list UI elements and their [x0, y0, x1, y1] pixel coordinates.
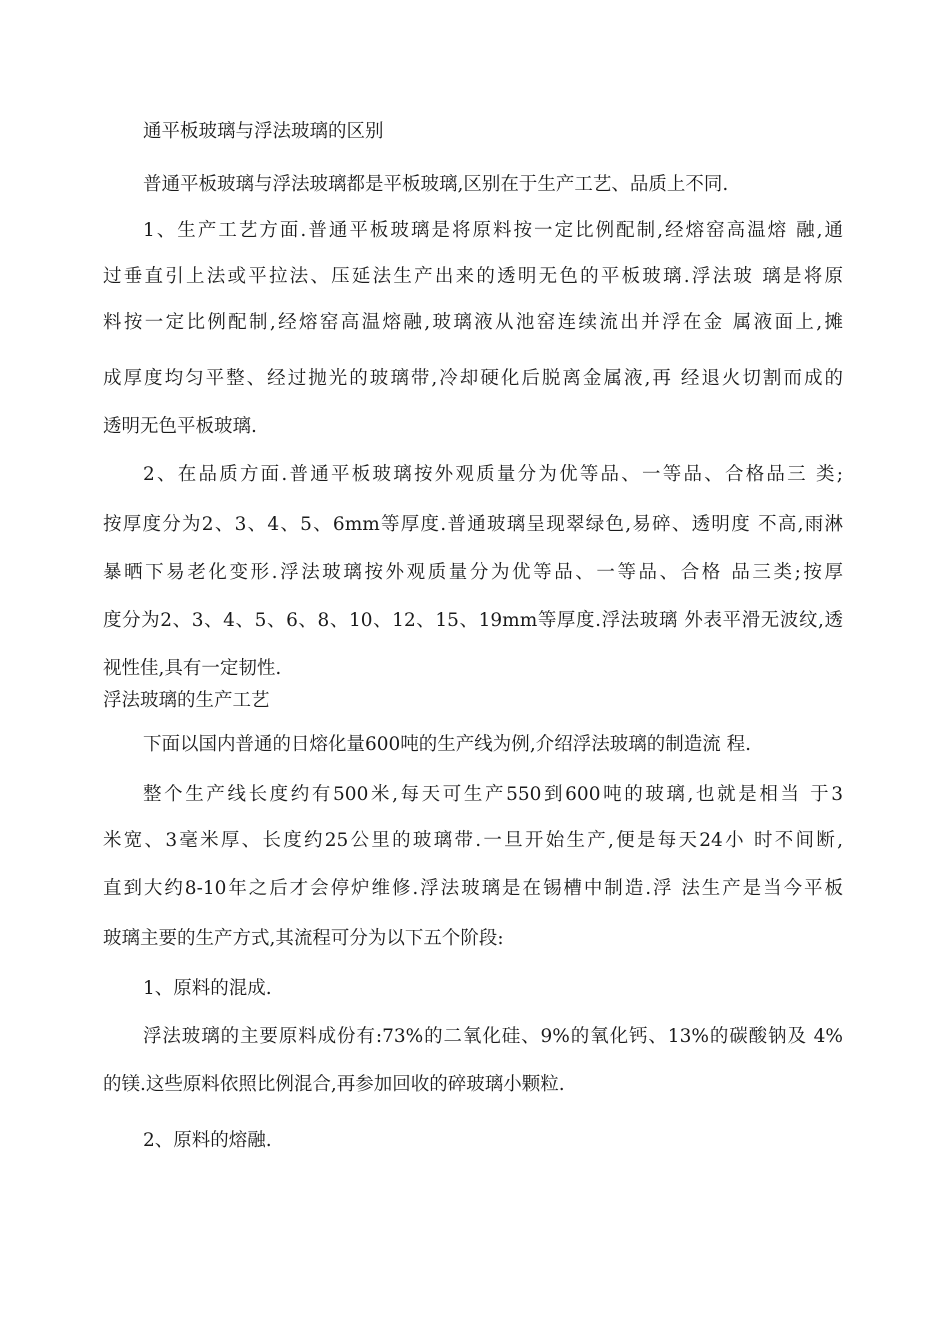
paragraph-line: 整个生产线长度约有500米,每天可生产550到600吨的玻璃,也就是相当 于3	[143, 784, 843, 805]
paragraph-line: 过垂直引上法或平拉法、压延法生产出来的透明无色的平板玻璃.浮法玻 璃是将原	[103, 266, 843, 287]
paragraph-example-intro: 下面以国内普通的日熔化量600吨的生产线为例,介绍浮法玻璃的制造流 程.	[143, 734, 751, 755]
paragraph-line: 2、在品质方面.普通平板玻璃按外观质量分为优等品、一等品、合格品三 类;	[143, 464, 843, 485]
paragraph-line: 度分为2、3、4、5、6、8、10、12、15、19mm等厚度.浮法玻璃 外表平滑无波纹,透	[103, 610, 843, 631]
paragraph-line: 浮法玻璃的主要原料成份有:73%的二氧化硅、9%的氧化钙、13%的碳酸钠及 4%	[143, 1026, 843, 1047]
paragraph-line: 暴晒下易老化变形.浮法玻璃按外观质量分为优等品、一等品、合格 品三类;按厚	[103, 562, 843, 583]
step-heading: 2、原料的熔融.	[143, 1130, 272, 1151]
intro-paragraph: 普通平板玻璃与浮法玻璃都是平板玻璃,区别在于生产工艺、品质上不同.	[143, 174, 729, 195]
paragraph-line: 料按一定比例配制,经熔窑高温熔融,玻璃液从池窑连续流出并浮在金 属液面上,摊	[103, 312, 843, 333]
document-title: 通平板玻璃与浮法玻璃的区别	[143, 121, 384, 142]
step-heading: 1、原料的混成.	[143, 978, 272, 999]
paragraph-line: 成厚度均匀平整、经过抛光的玻璃带,冷却硬化后脱离金属液,再 经退火切割而成的	[103, 368, 843, 389]
paragraph-line: 按厚度分为2、3、4、5、6mm等厚度.普通玻璃呈现翠绿色,易碎、透明度 不高,雨淋	[103, 514, 843, 535]
paragraph-line: 透明无色平板玻璃.	[103, 416, 257, 437]
paragraph-line: 的镁.这些原料依照比例混合,再参加回收的碎玻璃小颗粒.	[103, 1074, 565, 1095]
paragraph-line: 玻璃主要的生产方式,其流程可分为以下五个阶段:	[103, 928, 504, 949]
paragraph-line: 1、生产工艺方面.普通平板玻璃是将原料按一定比例配制,经熔窑高温熔 融,通	[143, 220, 843, 241]
paragraph-line: 直到大约8-10年之后才会停炉维修.浮法玻璃是在锡槽中制造.浮 法生产是当今平板	[103, 878, 843, 899]
paragraph-line: 米宽、3毫米厚、长度约25公里的玻璃带.一旦开始生产,便是每天24小 时不间断,	[103, 830, 843, 851]
section-heading: 浮法玻璃的生产工艺	[103, 690, 270, 711]
paragraph-line: 视性佳,具有一定韧性.	[103, 658, 282, 679]
